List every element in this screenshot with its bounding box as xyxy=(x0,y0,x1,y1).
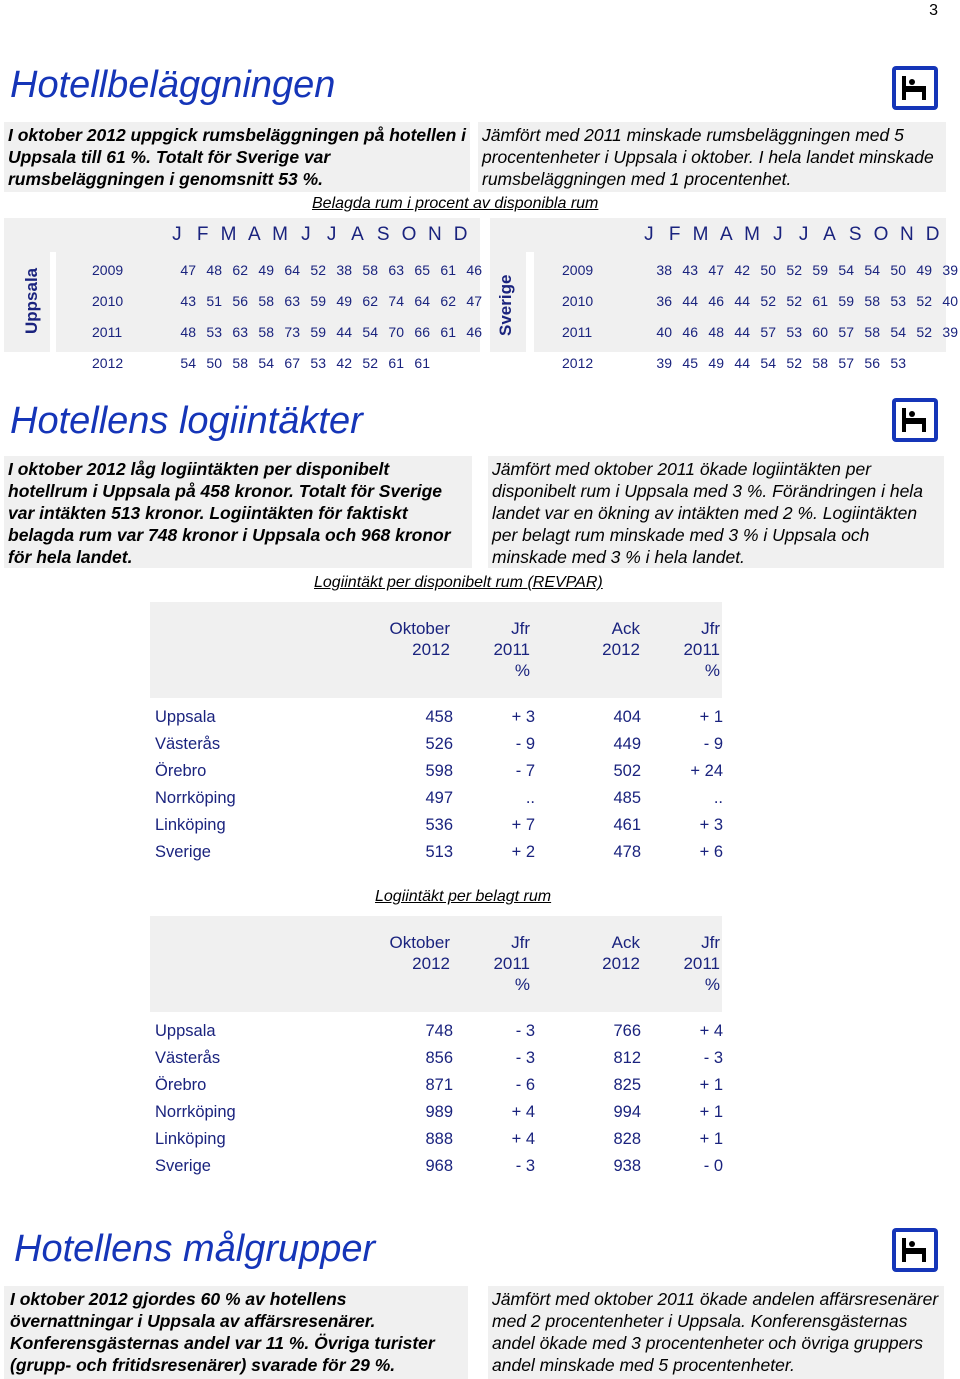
hotel-sign-icon xyxy=(892,1228,938,1272)
occupancy-value: 59 xyxy=(310,292,326,309)
occupancy-value: 53 xyxy=(890,292,906,309)
occupancy-value: 43 xyxy=(682,261,698,278)
year-label: 2009 xyxy=(562,261,594,278)
spacer xyxy=(152,285,170,316)
per-occupied-caption: Logiintäkt per belagt rum xyxy=(375,888,552,905)
occupancy-value: 47 xyxy=(466,292,482,309)
occupancy-value: 39 xyxy=(942,261,958,278)
cell-ack: 485 xyxy=(613,789,641,807)
targets-right-text: Jämfört med oktober 2011 ökade andelen affärsresenärer med 2 procentenheter i Uppsala. Konferensgästernas andel ökade med 3 procentenheter och övriga gruppers andel minskade med 5 procentenheter. xyxy=(492,1289,939,1375)
table-row xyxy=(155,758,723,785)
month-label: J xyxy=(773,224,783,245)
year-label: 2011 xyxy=(562,323,593,340)
occupancy-value: 48 xyxy=(708,323,724,340)
months-header-sverige xyxy=(636,224,946,246)
cell-jfr1: + 7 xyxy=(511,816,535,834)
table-row xyxy=(155,1072,723,1099)
section-title-occupancy: Hotellbeläggningen xyxy=(10,64,336,106)
occupancy-value: 53 xyxy=(786,323,802,340)
occupancy-value: 58 xyxy=(258,323,274,340)
city-name: Sverige xyxy=(155,843,211,861)
per-occupied-table-header xyxy=(150,916,722,1012)
section-title-revenue: Hotellens logiintäkter xyxy=(10,400,363,442)
occupancy-value: 44 xyxy=(682,292,698,309)
cell-ack: 478 xyxy=(613,843,641,861)
occupancy-value: 54 xyxy=(838,261,854,278)
city-name: Linköping xyxy=(155,1130,226,1148)
sverige-year-row xyxy=(562,285,958,316)
month-label: S xyxy=(848,224,862,245)
city-name: Sverige xyxy=(155,1157,211,1175)
occupancy-value: 36 xyxy=(656,292,672,309)
cell-jfr2: + 4 xyxy=(699,1022,723,1040)
month-label: A xyxy=(719,224,733,245)
month-label: J xyxy=(326,224,337,245)
cell-jfr1: - 3 xyxy=(515,1022,535,1040)
hotel-sign-icon xyxy=(892,398,938,442)
month-label: M xyxy=(692,224,709,245)
occupancy-value: 52 xyxy=(786,261,802,278)
city-name: Västerås xyxy=(155,735,221,753)
month-label: N xyxy=(900,224,914,245)
occupancy-value: 61 xyxy=(812,292,828,309)
occupancy-value: 38 xyxy=(656,261,672,278)
occupancy-value: 61 xyxy=(440,323,456,340)
occupancy-value: 42 xyxy=(734,261,750,278)
city-name: Uppsala xyxy=(155,1022,216,1040)
table-row xyxy=(155,1018,723,1045)
occupancy-value: 39 xyxy=(942,323,958,340)
table-row xyxy=(155,1153,723,1180)
occupancy-value: 44 xyxy=(336,323,352,340)
year-label: 2011 xyxy=(92,323,123,340)
cell-oct: 598 xyxy=(425,762,453,780)
city-name: Norrköping xyxy=(155,1103,236,1121)
occupancy-value: 58 xyxy=(864,292,880,309)
year-label: 2012 xyxy=(562,354,594,371)
occupancy-value: 57 xyxy=(838,323,854,340)
cell-jfr1: + 2 xyxy=(511,843,535,861)
occupancy-value: 49 xyxy=(336,292,352,309)
month-label: A xyxy=(823,224,836,245)
month-label: D xyxy=(453,224,468,245)
cell-jfr2: - 0 xyxy=(703,1157,723,1175)
occupancy-value: 40 xyxy=(656,323,672,340)
occupancy-value xyxy=(932,347,958,378)
month-label: F xyxy=(196,224,209,245)
cell-ack: 994 xyxy=(613,1103,641,1121)
city-name: Uppsala xyxy=(155,708,216,726)
occupancy-value: 43 xyxy=(180,292,196,309)
month-label: S xyxy=(376,224,390,245)
uppsala-year-row xyxy=(92,254,482,285)
month-label: M xyxy=(272,224,288,245)
occupancy-value: 46 xyxy=(708,292,724,309)
occupancy-value: 56 xyxy=(232,292,248,309)
occupancy-value: 52 xyxy=(310,261,326,278)
occupancy-value: 61 xyxy=(440,261,456,278)
occupancy-value: 47 xyxy=(180,261,196,278)
occupancy-value: 46 xyxy=(682,323,698,340)
occupancy-value: 67 xyxy=(284,354,300,371)
header-oktober: Oktober 2012 xyxy=(389,933,450,973)
sverige-label: Sverige xyxy=(496,274,515,336)
occupancy-value: 66 xyxy=(414,323,430,340)
occupancy-value: 54 xyxy=(258,354,274,371)
cell-jfr2: + 1 xyxy=(699,1130,723,1148)
month-label: O xyxy=(401,224,417,245)
occupancy-value: 50 xyxy=(890,261,906,278)
occupancy-value: 46 xyxy=(466,261,482,278)
table-row xyxy=(155,1099,723,1126)
cell-oct: 458 xyxy=(425,708,453,726)
cell-jfr2: .. xyxy=(713,789,723,807)
month-label: J xyxy=(644,224,654,245)
occupancy-value: 50 xyxy=(760,261,776,278)
cell-jfr2: + 24 xyxy=(690,762,723,780)
occupancy-value: 59 xyxy=(812,261,828,278)
occupancy-value: 63 xyxy=(284,292,300,309)
spacer xyxy=(152,254,170,285)
cell-oct: 856 xyxy=(425,1049,453,1067)
spacer xyxy=(622,285,646,316)
occupancy-value: 54 xyxy=(864,261,880,278)
month-label: M xyxy=(220,224,237,245)
occupancy-value: 46 xyxy=(466,323,482,340)
cell-jfr2: + 1 xyxy=(699,1076,723,1094)
occupancy-value: 48 xyxy=(180,323,196,340)
table-row xyxy=(155,704,723,731)
cell-jfr2: - 9 xyxy=(703,735,723,753)
cell-ack: 449 xyxy=(613,735,641,753)
occupancy-left-text: I oktober 2012 uppgick rumsbeläggningen på hotellen i Uppsala till 61 %. Totalt för Sverige var rumsbeläggningen i genomsnitt 53 %. xyxy=(8,125,466,189)
occupancy-value: 62 xyxy=(440,292,456,309)
per-occupied-table xyxy=(155,1018,723,1180)
month-label: N xyxy=(428,224,442,245)
cell-oct: 871 xyxy=(425,1076,453,1094)
month-label: A xyxy=(247,224,261,245)
occupancy-value: 40 xyxy=(942,292,958,309)
month-label: M xyxy=(744,224,760,245)
table-row xyxy=(155,839,723,866)
occupancy-value: 53 xyxy=(890,354,906,371)
year-label: 2010 xyxy=(562,292,594,309)
hotel-sign-icon xyxy=(892,66,938,110)
occupancy-value: 60 xyxy=(812,323,828,340)
cell-ack: 812 xyxy=(613,1049,641,1067)
revenue-left-text: I oktober 2012 låg logiintäkten per disponibelt hotellrum i Uppsala på 458 kronor. Totalt för Sverige var intäkten 513 kronor. Logiintäkten för faktiskt belagda rum var 748 kronor i Uppsala och 968 kronor för hela landet. xyxy=(8,459,451,567)
occupancy-value: 58 xyxy=(258,292,274,309)
occupancy-value: 54 xyxy=(760,354,776,371)
uppsala-year-row xyxy=(92,285,482,316)
uppsala-year-row xyxy=(92,347,482,378)
revpar-caption: Logiintäkt per disponibelt rum (REVPAR) xyxy=(314,574,603,591)
cell-ack: 825 xyxy=(613,1076,641,1094)
occupancy-value: 54 xyxy=(180,354,196,371)
occupancy-value: 39 xyxy=(656,354,672,371)
occupancy-value: 47 xyxy=(708,261,724,278)
header-jfr: Jfr 2011 % xyxy=(493,619,530,680)
occupancy-value: 44 xyxy=(734,292,750,309)
occupancy-value: 45 xyxy=(682,354,698,371)
occupancy-caption: Belagda rum i procent av disponibla rum xyxy=(312,195,599,212)
city-name: Norrköping xyxy=(155,789,236,807)
cell-ack: 461 xyxy=(613,816,641,834)
occupancy-value: 53 xyxy=(206,323,222,340)
occupancy-value: 65 xyxy=(414,261,430,278)
uppsala-occupancy-table xyxy=(92,254,482,378)
cell-jfr1: - 3 xyxy=(515,1049,535,1067)
cell-oct: 536 xyxy=(425,816,453,834)
occupancy-value: 52 xyxy=(362,354,378,371)
occupancy-value: 62 xyxy=(362,292,378,309)
cell-oct: 989 xyxy=(425,1103,453,1121)
occupancy-value: 52 xyxy=(786,292,802,309)
month-label: J xyxy=(798,224,809,245)
occupancy-value: 74 xyxy=(388,292,404,309)
targets-left-text: I oktober 2012 gjordes 60 % av hotellens övernattningar i Uppsala av affärsresenärer. Konferensgästernas andel var 11 %. Övriga turister (grupp- och fritidsresenärer) svarade för 29 %. xyxy=(10,1289,435,1375)
header-oktober: Oktober 2012 xyxy=(389,619,450,659)
page-number: 3 xyxy=(929,2,938,19)
month-label: F xyxy=(668,224,681,245)
occupancy-value: 50 xyxy=(206,354,222,371)
occupancy-value: 44 xyxy=(734,323,750,340)
occupancy-value: 59 xyxy=(838,292,854,309)
cell-jfr1: - 6 xyxy=(515,1076,535,1094)
occupancy-value: 64 xyxy=(284,261,300,278)
occupancy-value: 62 xyxy=(232,261,248,278)
revenue-right-text: Jämfört med oktober 2011 ökade logiintäkten per disponibelt rum i Uppsala med 3 %. Förändringen i hela landet var en ökning av intäkten med 2 %. Logiintäkten per belagt rum minskade med 3 % i Uppsala och minskade med 3 % i hela landet. xyxy=(492,459,923,567)
header-jfr: Jfr 2011 % xyxy=(493,933,530,994)
occupancy-value: 61 xyxy=(388,354,404,371)
occupancy-value: 52 xyxy=(760,292,776,309)
table-row xyxy=(155,812,723,839)
cell-oct: 513 xyxy=(425,843,453,861)
header-ack: Ack 2012 xyxy=(602,619,640,659)
cell-jfr1: - 3 xyxy=(515,1157,535,1175)
sverige-occupancy-table xyxy=(562,254,958,378)
occupancy-value xyxy=(906,347,932,378)
year-label: 2009 xyxy=(92,261,124,278)
occupancy-value: 58 xyxy=(812,354,828,371)
cell-jfr1: + 3 xyxy=(511,708,535,726)
cell-jfr2: + 1 xyxy=(699,1103,723,1121)
occupancy-value: 54 xyxy=(362,323,378,340)
month-label: A xyxy=(351,224,364,245)
occupancy-value: 70 xyxy=(388,323,404,340)
month-label: O xyxy=(873,224,889,245)
cell-ack: 766 xyxy=(613,1022,641,1040)
occupancy-value: 48 xyxy=(206,261,222,278)
spacer xyxy=(622,316,646,347)
occupancy-value: 58 xyxy=(362,261,378,278)
months-header-uppsala xyxy=(164,224,474,246)
table-row xyxy=(155,1126,723,1153)
header-jfr: Jfr 2011 % xyxy=(683,933,720,994)
month-label: J xyxy=(301,224,311,245)
spacer xyxy=(152,347,170,378)
spacer xyxy=(152,316,170,347)
cell-jfr1: - 9 xyxy=(515,735,535,753)
uppsala-year-row xyxy=(92,316,482,347)
occupancy-value: 57 xyxy=(760,323,776,340)
cell-jfr1: + 4 xyxy=(511,1130,535,1148)
cell-jfr1: - 7 xyxy=(515,762,535,780)
header-jfr: Jfr 2011 % xyxy=(683,619,720,680)
occupancy-value: 44 xyxy=(734,354,750,371)
occupancy-value: 49 xyxy=(258,261,274,278)
table-row xyxy=(155,1045,723,1072)
occupancy-value: 52 xyxy=(916,292,932,309)
table-row xyxy=(155,785,723,812)
occupancy-value: 53 xyxy=(310,354,326,371)
city-name: Linköping xyxy=(155,816,226,834)
occupancy-value: 58 xyxy=(232,354,248,371)
uppsala-label: Uppsala xyxy=(22,267,41,334)
occupancy-value: 49 xyxy=(916,261,932,278)
occupancy-value: 42 xyxy=(336,354,352,371)
occupancy-right-text: Jämfört med 2011 minskade rumsbeläggningen med 5 procentenheter i Uppsala i oktober. I hela landet minskade rumsbeläggningen med 1 procentenhet. xyxy=(482,125,934,189)
cell-oct: 748 xyxy=(425,1022,453,1040)
sverige-year-row xyxy=(562,347,958,378)
cell-jfr2: - 3 xyxy=(703,1049,723,1067)
occupancy-value: 54 xyxy=(890,323,906,340)
occupancy-value: 57 xyxy=(838,354,854,371)
cell-ack: 828 xyxy=(613,1130,641,1148)
occupancy-value: 63 xyxy=(388,261,404,278)
cell-ack: 938 xyxy=(613,1157,641,1175)
cell-jfr2: + 1 xyxy=(699,708,723,726)
city-name: Örebro xyxy=(155,762,207,780)
occupancy-value: 73 xyxy=(284,323,300,340)
city-name: Örebro xyxy=(155,1076,207,1094)
cell-oct: 526 xyxy=(425,735,453,753)
cell-oct: 888 xyxy=(425,1130,453,1148)
occupancy-value: 58 xyxy=(864,323,880,340)
spacer xyxy=(622,347,646,378)
spacer xyxy=(622,254,646,285)
sverige-year-row xyxy=(562,254,958,285)
occupancy-value: 63 xyxy=(232,323,248,340)
occupancy-value: 38 xyxy=(336,261,352,278)
year-label: 2010 xyxy=(92,292,124,309)
revpar-table-header xyxy=(150,602,722,698)
occupancy-value: 52 xyxy=(786,354,802,371)
cell-jfr1: + 4 xyxy=(511,1103,535,1121)
occupancy-value xyxy=(430,347,456,378)
year-label: 2012 xyxy=(92,354,124,371)
cell-ack: 502 xyxy=(613,762,641,780)
occupancy-value: 64 xyxy=(414,292,430,309)
header-ack: Ack 2012 xyxy=(602,933,640,973)
table-row xyxy=(155,731,723,758)
section-title-targets: Hotellens målgrupper xyxy=(14,1228,376,1270)
cell-jfr2: + 6 xyxy=(699,843,723,861)
city-name: Västerås xyxy=(155,1049,221,1067)
occupancy-value: 61 xyxy=(414,354,430,371)
revpar-table xyxy=(155,704,723,866)
cell-jfr1: .. xyxy=(525,789,535,807)
occupancy-value: 51 xyxy=(206,292,222,309)
occupancy-value xyxy=(456,347,482,378)
occupancy-value: 52 xyxy=(916,323,932,340)
occupancy-value: 59 xyxy=(310,323,326,340)
sverige-year-row xyxy=(562,316,958,347)
occupancy-value: 49 xyxy=(708,354,724,371)
cell-jfr2: + 3 xyxy=(699,816,723,834)
cell-oct: 968 xyxy=(425,1157,453,1175)
month-label: D xyxy=(925,224,940,245)
cell-ack: 404 xyxy=(613,708,641,726)
month-label: J xyxy=(172,224,182,245)
occupancy-value: 56 xyxy=(864,354,880,371)
cell-oct: 497 xyxy=(425,789,453,807)
